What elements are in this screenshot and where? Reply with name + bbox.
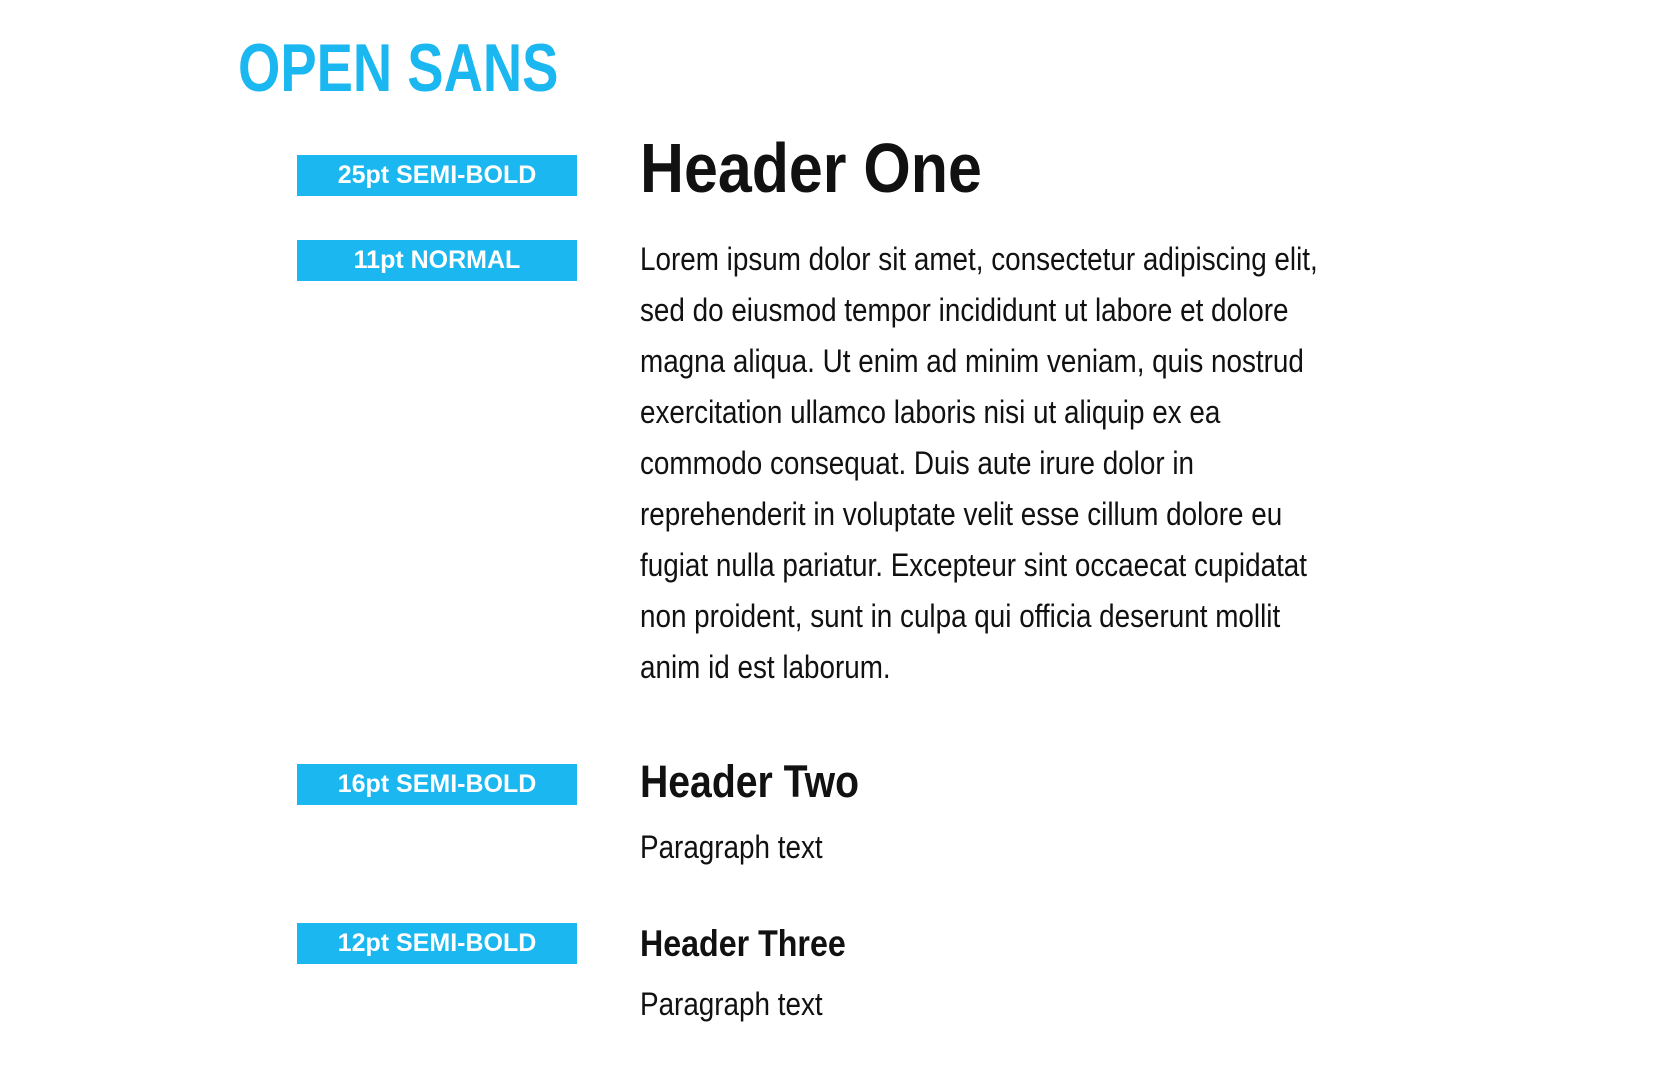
size-badge-11pt-normal: 11pt NORMAL xyxy=(297,240,577,281)
paragraph-line: anim id est laborum. xyxy=(640,649,891,685)
size-badge-16pt-semibold: 16pt SEMI-BOLD xyxy=(297,764,577,805)
lorem-ipsum-paragraph xyxy=(640,234,1318,693)
paragraph-line: Lorem ipsum dolor sit amet, consectetur adipiscing elit, xyxy=(640,241,1318,277)
paragraph-line: exercitation ullamco laboris nisi ut aliquip ex ea xyxy=(640,394,1221,430)
font-name-title: OPEN SANS xyxy=(238,30,559,106)
header-one-sample: Header One xyxy=(640,129,982,207)
header-two-sample: Header Two xyxy=(640,756,859,807)
paragraph-line: commodo consequat. Duis aute irure dolor in xyxy=(640,445,1194,481)
paragraph-line: reprehenderit in voluptate velit esse cillum dolore eu xyxy=(640,496,1283,532)
size-badge-25pt-semibold: 25pt SEMI-BOLD xyxy=(297,155,577,196)
paragraph-line: non proident, sunt in culpa qui officia deserunt mollit xyxy=(640,598,1281,634)
size-badge-12pt-semibold: 12pt SEMI-BOLD xyxy=(297,923,577,964)
paragraph-line: magna aliqua. Ut enim ad minim veniam, quis nostrud xyxy=(640,343,1304,379)
paragraph-line: fugiat nulla pariatur. Excepteur sint occaecat cupidatat xyxy=(640,547,1308,583)
header-two-paragraph-sample: Paragraph text xyxy=(640,829,823,865)
header-three-sample: Header Three xyxy=(640,923,846,964)
header-three-paragraph-sample: Paragraph text xyxy=(640,986,823,1022)
paragraph-line: sed do eiusmod tempor incididunt ut labore et dolore xyxy=(640,292,1289,328)
